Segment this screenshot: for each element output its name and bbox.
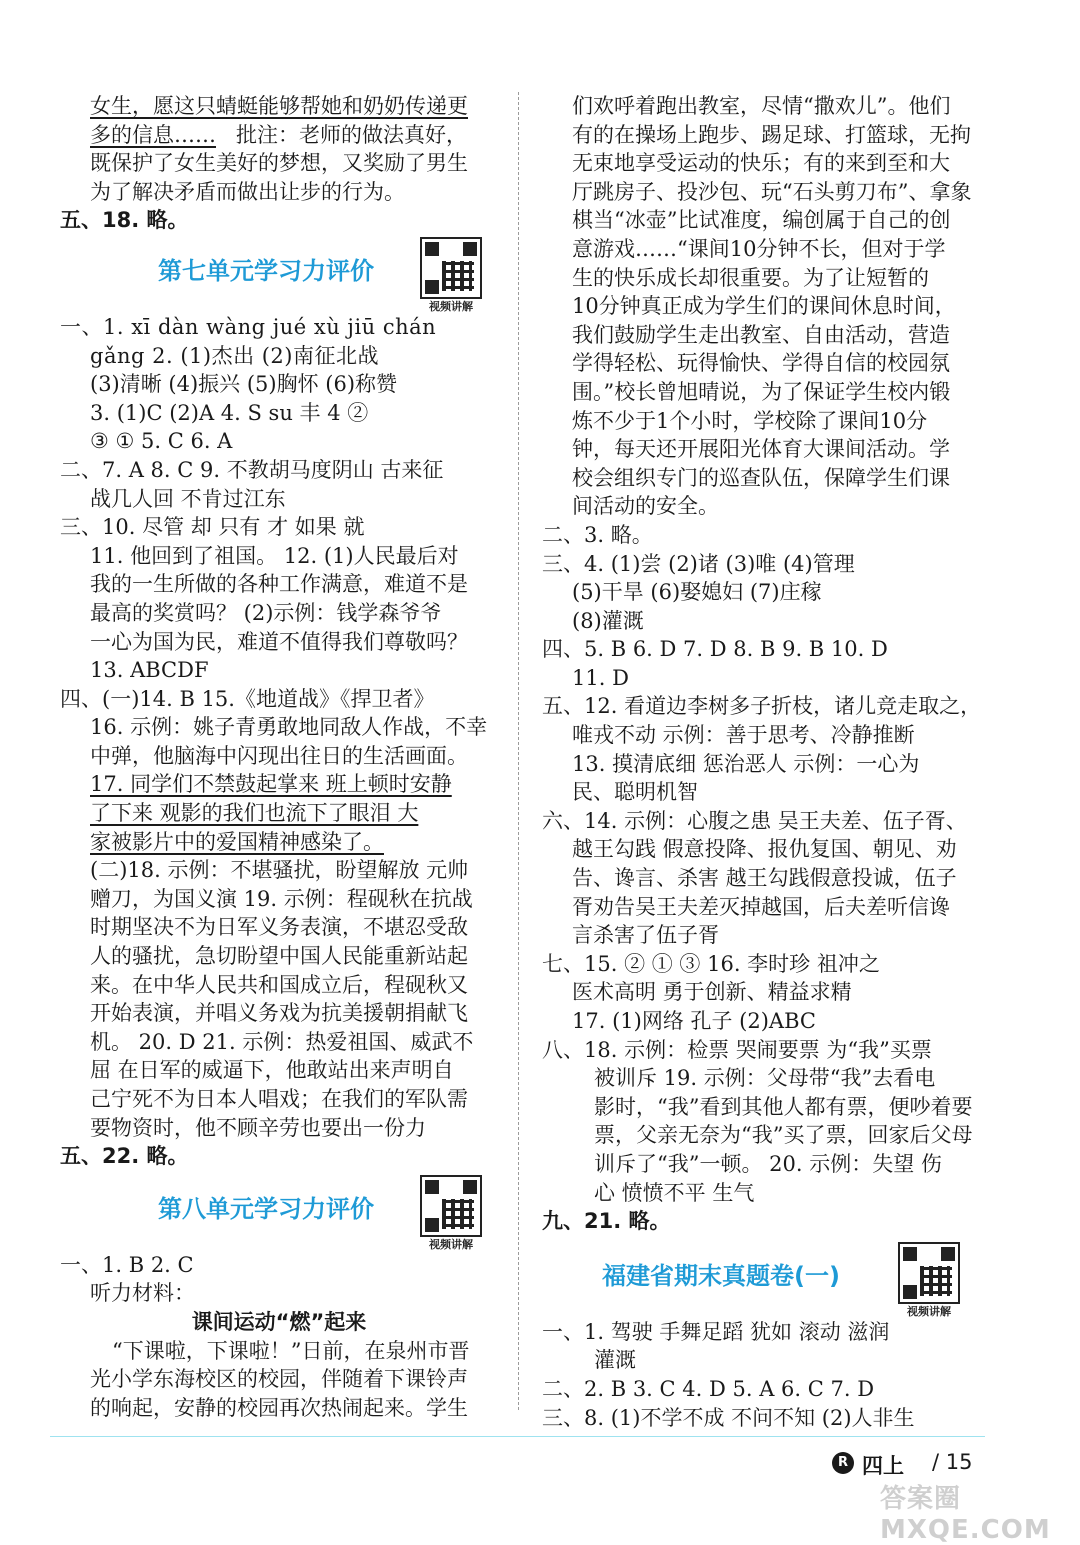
answer-line: 告、谗言、杀害 越王勾践假意投诚，伍子 bbox=[572, 866, 957, 891]
answer-line: 六、14. 示例：心腹之患 吴王夫差、伍子胥、 bbox=[542, 808, 967, 833]
answer-line: 三、10. 尽管 却 只有 才 如果 就 bbox=[60, 515, 365, 540]
unit8-title: 第八单元学习力评价 视频讲解 bbox=[60, 1181, 498, 1237]
answer-line: 16. 示例：姚子青勇敢地同敌人作战，不幸 bbox=[90, 715, 488, 740]
answer-line: 医术高明 勇于创新、精益求精 bbox=[572, 980, 852, 1005]
footer-rule bbox=[50, 1436, 985, 1437]
answer-line: (二)18. 示例：不堪骚扰，盼望解放 元帅 bbox=[90, 858, 469, 883]
answer-line: 我的一生所做的各种工作满意，难道不是 bbox=[90, 572, 468, 597]
unit7-title: 第七单元学习力评价 视频讲解 bbox=[60, 243, 498, 299]
answer-line: 灌溉 bbox=[594, 1348, 636, 1373]
passage-line: 10分钟真正成为学生们的课间休息时间， bbox=[572, 294, 956, 319]
answer-line: 五、12. 看道边李树多子折枝，诸儿竞走取之， bbox=[542, 694, 982, 719]
passage-line: 棋当“冰壶”比试准度，编创属于自己的创 bbox=[572, 208, 951, 233]
answer-line: 越王勾践 假意投降、报仇复国、朝见、劝 bbox=[572, 837, 957, 862]
answer-line: gǎng 2. (1)杰出 (2)南征北战 bbox=[90, 343, 379, 368]
passage-line: 光小学东海校区的校园，伴随着下课铃声 bbox=[90, 1367, 468, 1392]
answer-line: 一、1. 驾驶 手舞足蹈 犹如 滚动 滋润 bbox=[542, 1319, 890, 1344]
page-number: / 15 bbox=[932, 1450, 973, 1474]
answer-line: 机。 20. D 21. 示例：热爱祖国、威武不 bbox=[90, 1029, 474, 1054]
answer-line: 了下来 观影的我们也流下了眼泪 大 bbox=[90, 801, 419, 826]
left-column bbox=[60, 92, 498, 1422]
answer-line: (3)清晰 (4)振兴 (5)胸怀 (6)称赞 bbox=[90, 372, 398, 397]
passage-line: 我们鼓励学生走出教室、自由活动，营造 bbox=[572, 322, 950, 347]
passage-line: “下课啦，下课啦！”日前，在泉州市晋 bbox=[112, 1338, 470, 1363]
qr-caption: 视频讲解 bbox=[429, 299, 473, 313]
answer-line: 13. 摸清底细 惩治恶人 示例：一心为 bbox=[572, 751, 920, 776]
passage-line: 钟，每天还开展阳光体育大课间活动。学 bbox=[572, 437, 950, 462]
passage-line: 生的快乐成长却很重要。为了让短暂的 bbox=[572, 265, 929, 290]
answer-line: 一心为国为民，难道不值得我们尊敬吗？ bbox=[90, 629, 468, 654]
answer-line: 中弹，他脑海中闪现出往日的生活画面。 bbox=[90, 743, 468, 768]
answer-line: 屈 在日军的威逼下，他敢站出来声明自 bbox=[90, 1058, 454, 1083]
passage-line: 间活动的安全。 bbox=[572, 494, 719, 519]
answer-line: ③ ① 5. C 6. A bbox=[90, 429, 233, 454]
answer-line: 唯戎不动 示例：善于思考、冷静推断 bbox=[572, 723, 915, 748]
answer-line: 五、22. 略。 bbox=[60, 1144, 189, 1169]
text-line: 既保护了女生美好的梦想，又奖励了男生 bbox=[90, 151, 468, 176]
answer-line: 八、18. 示例：检票 哭闹要票 为“我”买票 bbox=[542, 1037, 932, 1062]
answer-line: 民、聪明机智 bbox=[572, 780, 698, 805]
passage-line: 们欢呼着跑出教室，尽情“撒欢儿”。他们 bbox=[572, 94, 951, 118]
answer-line: 被训斥 19. 示例：父母带“我”去看电 bbox=[594, 1066, 936, 1091]
answer-line: 四、5. B 6. D 7. D 8. B 9. B 10. D bbox=[542, 637, 888, 662]
answer-line: (8)灌溉 bbox=[572, 608, 644, 633]
answer-line: 心 愤愤不平 生气 bbox=[594, 1180, 755, 1205]
text-line: 为了解决矛盾而做出让步的行为。 bbox=[90, 179, 405, 204]
fujian-title: 福建省期末真题卷(一) 视频讲解 bbox=[542, 1248, 982, 1304]
qr-caption: 视频讲解 bbox=[907, 1304, 951, 1318]
answer-line: 17. 同学们不禁鼓起掌来 班上顿时安静 bbox=[90, 772, 452, 797]
text-line: 多的信息…… 批注：老师的做法真好， bbox=[90, 122, 468, 147]
passage-line: 围。”校长曾旭晴说，为了保证学生校内锻 bbox=[572, 379, 951, 404]
answer-line: 战几人回 不肯过江东 bbox=[90, 486, 286, 511]
answer-line: 七、15. ② ① ③ 16. 李时珍 祖冲之 bbox=[542, 951, 880, 976]
text-line: 女生，愿这只蜻蜓能够帮她和奶奶传递更 bbox=[90, 94, 468, 118]
answer-line: 3. (1)C (2)A 4. S su 丰 4 ② bbox=[90, 400, 369, 425]
column-divider bbox=[518, 92, 519, 1410]
passage-line: 的响起，安静的校园再次热闹起来。学生 bbox=[90, 1395, 468, 1420]
answer-line: 九、21. 略。 bbox=[542, 1209, 671, 1234]
answer-line: 11. 他回到了祖国。 12. (1)人民最后对 bbox=[90, 543, 459, 568]
answer-line: 四、(一)14. B 15.《地道战》《捍卫者》 bbox=[60, 686, 435, 711]
qr-code-icon bbox=[898, 1242, 960, 1304]
right-column bbox=[542, 92, 982, 1432]
passage-line: 炼不少于1个小时，学校除了课间10分 bbox=[572, 408, 928, 433]
answer-line: 开始表演，并唱义务戏为抗美援朝捐献飞 bbox=[90, 1001, 468, 1026]
answer-line: 赠刀，为国义演 19. 示例：程砚秋在抗战 bbox=[90, 886, 473, 911]
answer-line: 11. D bbox=[572, 665, 629, 690]
passage-line: 无束地享受运动的快乐；有的来到至和大 bbox=[572, 151, 950, 176]
passage-title: 课间运动“燃”起来 bbox=[191, 1309, 367, 1334]
answer-line: 影时，“我”看到其他人都有票，便吵着要 bbox=[594, 1094, 973, 1119]
watermark: 答案圈 MXQE.COM bbox=[880, 1484, 1051, 1545]
answer-line: (5)干旱 (6)娶媳妇 (7)庄稼 bbox=[572, 580, 822, 605]
answer-line: 时期坚决不为日军义务表演，不堪忍受敌 bbox=[90, 915, 468, 940]
answer-line: 17. (1)网络 孔子 (2)ABC bbox=[572, 1009, 816, 1033]
answer-line: 票，父亲无奈为“我”买了票，回家后父母 bbox=[594, 1123, 973, 1148]
answer-line: 人的骚扰，急切盼望中国人民能重新站起 bbox=[90, 944, 468, 969]
qr-code-icon bbox=[420, 237, 482, 299]
passage-line: 厅跳房子、投沙包、玩“石头剪刀布”、拿象 bbox=[572, 179, 972, 204]
answer-line: 三、4. (1)尝 (2)诸 (3)唯 (4)管理 bbox=[542, 551, 855, 576]
answer-line: 13. ABCDF bbox=[90, 658, 209, 683]
publisher-badge-icon: R bbox=[832, 1452, 854, 1474]
passage-line: 意游戏……“课间10分钟不长，但对于学 bbox=[572, 236, 946, 261]
answer-line: 五、18. 略。 bbox=[60, 208, 189, 233]
answer-line: 一、1. xī dàn wàng jué xù jiū chán bbox=[60, 314, 437, 339]
answer-line: 二、2. B 3. C 4. D 5. A 6. C 7. D bbox=[542, 1376, 875, 1401]
passage-line: 学得轻松、玩得愉快、学得自信的校园氛 bbox=[572, 351, 950, 376]
answer-line: 要物资时，他不顾辛劳也要出一份力 bbox=[90, 1115, 426, 1140]
passage-line: 有的在操场上跑步、踢足球、打篮球，无拘 bbox=[572, 122, 971, 147]
answer-line: 训斥了“我”一顿。 20. 示例：失望 伤 bbox=[594, 1151, 942, 1176]
answer-line: 二、7. A 8. C 9. 不教胡马度阴山 古来征 bbox=[60, 457, 444, 482]
answer-line: 一、1. B 2. C bbox=[60, 1252, 194, 1277]
answer-line: 三、8. (1)不学不成 不问不知 (2)人非生 bbox=[542, 1405, 915, 1430]
answer-line: 己宁死不为日本人唱戏；在我们的军队需 bbox=[90, 1087, 468, 1111]
answer-line: 听力材料： bbox=[90, 1281, 195, 1306]
answer-line: 二、3. 略。 bbox=[542, 522, 653, 547]
answer-line: 来。在中华人民共和国成立后，程砚秋又 bbox=[90, 972, 468, 997]
passage-line: 校会组织专门的巡查队伍，保障学生们课 bbox=[572, 465, 950, 490]
qr-caption: 视频讲解 bbox=[429, 1237, 473, 1251]
qr-code-icon bbox=[420, 1175, 482, 1237]
grade-label: 四上 bbox=[862, 1454, 904, 1478]
answer-line: 言杀害了伍子胥 bbox=[572, 923, 719, 948]
answer-line: 家被影片中的爱国精神感染了。 bbox=[90, 829, 384, 854]
answer-line: 胥劝告吴王夫差灭掉越国，后夫差听信谗 bbox=[572, 894, 950, 919]
answer-line: 最高的奖赏吗？ (2)示例：钱学森爷爷 bbox=[90, 600, 442, 625]
